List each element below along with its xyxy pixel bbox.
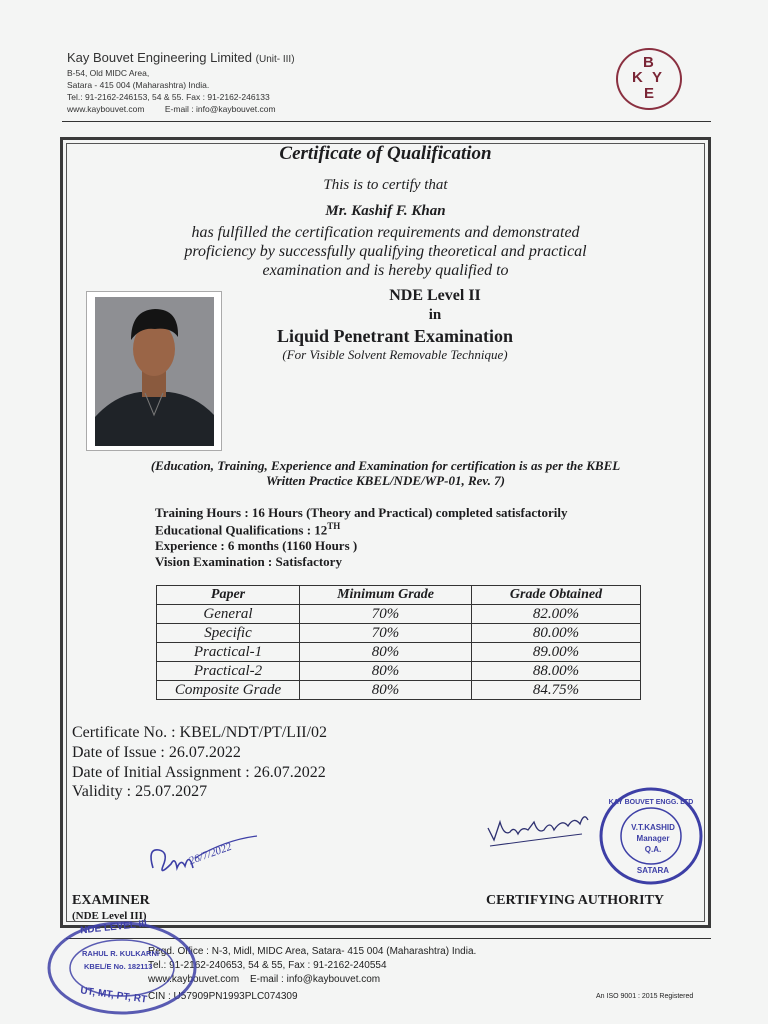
stamp-examiner-methods: UT, MT, PT, RT xyxy=(79,985,148,1006)
technique-note: (For Visible Solvent Removable Technique) xyxy=(282,347,508,362)
minimum-grade-cell: 80% xyxy=(300,681,472,700)
statement-line-1: has fulfilled the certification requirements and demonstrated xyxy=(191,224,580,241)
stamp-authority-role: Manager xyxy=(636,834,670,843)
phone-line: Tel.: 91-2162-246153, 54 & 55. Fax : 91-2162-246133 xyxy=(67,92,270,102)
header-paper: Paper xyxy=(157,586,300,605)
in-text: in xyxy=(428,307,442,323)
education-superscript: TH xyxy=(327,521,341,531)
stamp-authority-city: SATARA xyxy=(636,866,670,875)
paper-cell: General xyxy=(157,605,300,624)
table-row xyxy=(157,681,641,700)
company-name xyxy=(67,50,295,65)
footer-email: E-mail : info@kaybouvet.com xyxy=(249,974,381,985)
footer-iso: An ISO 9001 : 2015 Registered xyxy=(596,993,694,1000)
grade-obtained-cell: 84.75% xyxy=(472,681,641,700)
authority-signature xyxy=(484,800,604,850)
web-email-line xyxy=(67,104,276,115)
footer-cin: CIN : U57909PN1993PLC074309 xyxy=(148,991,298,1002)
web-text: www.kaybouvet.com xyxy=(67,104,145,114)
stamp-authority-dept: Q.A. xyxy=(644,845,662,854)
minimum-grade-cell: 80% xyxy=(300,643,472,662)
grades-header-row xyxy=(157,586,641,605)
stamp-examiner-number: KBEL/E No. 182113 xyxy=(84,962,153,971)
certificate-number: Certificate No. : KBEL/NDT/PT/LII/02 xyxy=(72,724,328,741)
footer-regd-office: Regd. Office : N-3, Midl, MIDC Area, Satara- 415 004 (Maharashtra) India. xyxy=(148,946,477,957)
training-hours: Training Hours : 16 Hours (Theory and Practical) completed satisfactorily xyxy=(155,505,568,520)
email-text: E-mail : info@kaybouvet.com xyxy=(164,104,276,114)
logo-letter-e: E xyxy=(644,85,655,102)
grade-obtained-cell: 82.00% xyxy=(472,605,641,624)
certifying-authority-label: CERTIFYING AUTHORITY xyxy=(486,893,665,908)
educational-qualifications xyxy=(155,521,340,538)
basis-line-1: (Education, Training, Experience and Examination for certification is as per the KBEL xyxy=(150,458,621,473)
holder-name: Mr. Kashif F. Khan xyxy=(325,203,446,219)
header-divider xyxy=(62,121,711,122)
header-grade-obtained: Grade Obtained xyxy=(472,586,641,605)
footer-web: www.kaybouvet.com xyxy=(148,974,240,985)
paper-cell: Practical-2 xyxy=(157,662,300,681)
education-text: Educational Qualifications : 12 xyxy=(155,522,328,538)
logo-letter-b: B xyxy=(643,54,654,71)
certify-intro: This is to certify that xyxy=(323,177,448,193)
address-line-1: B-54, Old MIDC Area, xyxy=(67,68,150,78)
paper-cell: Specific xyxy=(157,624,300,643)
method-name: Liquid Penetrant Examination xyxy=(276,326,514,346)
footer-tel: Tel.: 91-2162-240653, 54 & 55, Fax : 91-2162-240554 xyxy=(148,960,387,971)
table-row xyxy=(157,662,641,681)
examiner-level: (NDE Level III) xyxy=(72,910,147,922)
statement-line-2: proficiency by successfully qualifying theoretical and practical xyxy=(184,243,587,260)
header-minimum-grade: Minimum Grade xyxy=(300,586,472,605)
statement-line-3: examination and is hereby qualified to xyxy=(262,262,509,279)
logo-letter-y: Y xyxy=(652,69,663,86)
stamp-authority-company: KAY BOUVET ENGG. LTD xyxy=(608,799,694,806)
company-unit: (Unit- III) xyxy=(255,54,295,65)
nde-level: NDE Level II xyxy=(389,287,481,304)
examiner-sign-date: 26/7/2022 xyxy=(187,840,234,868)
paper-cell: Composite Grade xyxy=(157,681,300,700)
vision-examination: Vision Examination : Satisfactory xyxy=(155,554,342,569)
logo-letter-k: K xyxy=(632,69,643,86)
grade-obtained-cell: 80.00% xyxy=(472,624,641,643)
certificate-title: Certificate of Qualification xyxy=(279,143,492,164)
table-row xyxy=(157,605,641,624)
date-of-initial-assignment: Date of Initial Assignment : 26.07.2022 xyxy=(72,764,326,781)
portrait-illustration xyxy=(95,297,214,446)
date-of-issue: Date of Issue : 26.07.2022 xyxy=(72,744,241,761)
minimum-grade-cell: 70% xyxy=(300,624,472,643)
basis-line-2: Written Practice KBEL/NDE/WP-01, Rev. 7) xyxy=(265,473,506,488)
company-logo xyxy=(616,48,682,110)
grade-obtained-cell: 89.00% xyxy=(472,643,641,662)
paper-cell: Practical-1 xyxy=(157,643,300,662)
minimum-grade-cell: 80% xyxy=(300,662,472,681)
grade-obtained-cell: 88.00% xyxy=(472,662,641,681)
examiner-label: EXAMINER xyxy=(72,893,150,908)
holder-photo xyxy=(86,291,222,451)
validity: Validity : 25.07.2027 xyxy=(72,783,208,800)
table-row xyxy=(157,624,641,643)
stamp-examiner-level: NDE LEVEL III xyxy=(79,918,148,937)
minimum-grade-cell: 70% xyxy=(300,605,472,624)
grades-table xyxy=(156,585,641,700)
table-row xyxy=(157,643,641,662)
company-name-text: Kay Bouvet Engineering Limited xyxy=(67,50,253,65)
experience: Experience : 6 months (1160 Hours ) xyxy=(155,538,358,553)
address-line-2: Satara - 415 004 (Maharashtra) India. xyxy=(67,80,210,90)
stamp-examiner-name: RAHUL R. KULKARNI xyxy=(82,949,159,958)
stamp-authority-name: V.T.KASHID xyxy=(631,823,675,832)
